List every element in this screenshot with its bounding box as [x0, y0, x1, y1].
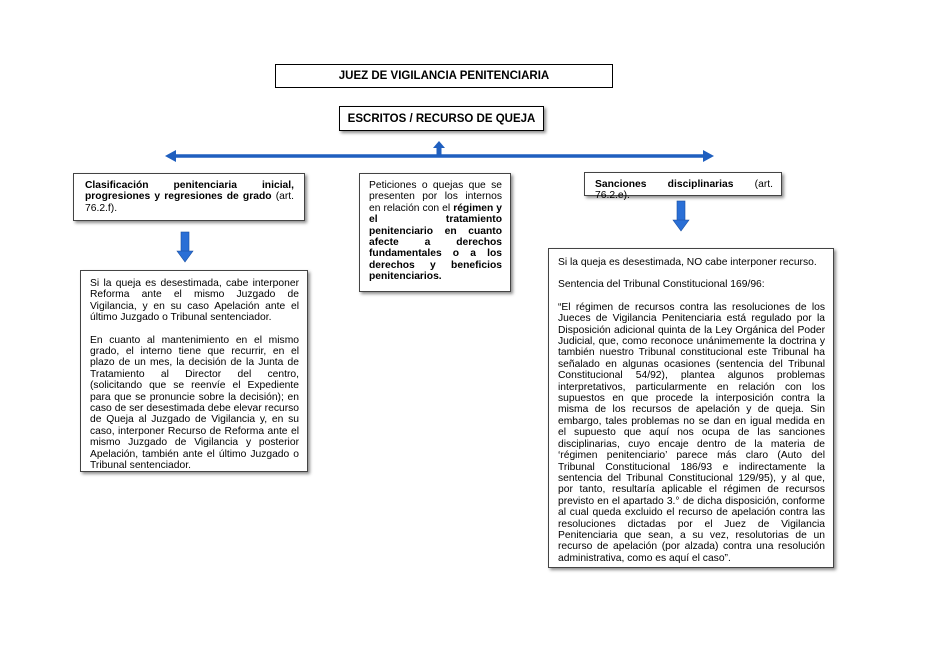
center-intro: Peticiones o quejas que se presenten por los internos en relación con el [369, 180, 502, 214]
left-heading-box [73, 173, 305, 221]
right-heading-bold: Sanciones disciplinarias [595, 179, 734, 190]
left-detail-p2: En cuanto al mantenimiento en el mismo grado, el interno tiene que recurrir, en el plazo de un mes, la decisión de la Junta de Tratamiento al Director del centro, (solicitando que se reenvíe el Expediente para que se pronuncie sobre la decisión); en caso de ser desestimada debe elevar recurso de Queja al Juzgado de Vigilancia y, en su caso, interponer Recurso de Reforma ante el mismo Juzgado de Vigilancia y posterior Apelación, también ante el último Juzgado o Tribunal sentenciador. [90, 334, 299, 472]
center-box [359, 173, 511, 292]
main-title: JUEZ DE VIGILANCIA PENITENCIARIA [338, 70, 550, 82]
center-bold: régimen y el tratamiento penitenciario en cuanto afecte a derechos fundamentales o a los derechos y beneficios penitenciarios. [369, 202, 502, 283]
main-title-box [275, 64, 613, 88]
subtitle: ESCRITOS / RECURSO DE QUEJA [347, 112, 536, 125]
left-detail-box [80, 270, 308, 472]
down-arrow-left [177, 232, 193, 262]
right-detail-p1: Si la queja es desestimada, NO cabe interponer recurso. [558, 257, 817, 268]
left-heading-ref: (art. 76.2.f). [85, 191, 294, 214]
subtitle-box [339, 106, 544, 131]
left-heading-bold: Clasificación penitenciaria inicial, progresiones y regresiones de grado [85, 180, 294, 203]
down-arrow-right [673, 201, 689, 231]
left-detail-p1: Si la queja es desestimada, cabe interponer Reforma ante el mismo Juzgado de Vigilancia, y en su caso Apelación ante el último Juzgado o Tribunal sentenciador. [90, 278, 299, 324]
right-heading-box [584, 172, 782, 202]
right-detail-p3: “El régimen de recursos contra las resoluciones de los Jueces de Vigilancia Penitenciaria está regulado por la Disposición adicional quinta de la Ley Orgánica del Poder Judicial, que, como reconoce unánimemente la doctrina y también nuestro Tribunal constitucional este Tribunal ha señalado en algunas ocasiones (sentencia del Tribunal Constitucional 54/92), plantea algunos problemas interpretativos, particularmente en relación con los supuestos en que procede la interposición contra la misma de los recursos de apelación y de queja. Sin embargo, tales problemas no se dan en igual medida en el supuesto que aquí nos ocupa de las sanciones disciplinarias, cuyo encaje dentro de la materia de ‘régimen penitenciario’ parece más claro (Auto del Tribunal Constitucional 186/93 e indirectamente la sentencia del Tribunal Constitucional 129/95), y al que, por tanto, resultaría aplicable el régimen de recursos previsto en el apartado 3.° de dicha disposición, conforme al cual queda excluido el recurso de apelación contra las resoluciones dictadas por el Juez de Vigilancia Penitenciaria que sean, a su vez, resolutorias de un recurso de apelación (por alzada) contra una resolución administrativa, como es aquí el caso”. [558, 301, 825, 564]
up-arrow-center [433, 141, 445, 156]
right-heading-ref: (art. 76.2.e). [595, 179, 773, 202]
right-detail-p2: Sentencia del Tribunal Constitucional 169/96: [558, 279, 765, 291]
right-detail-box [548, 248, 834, 568]
